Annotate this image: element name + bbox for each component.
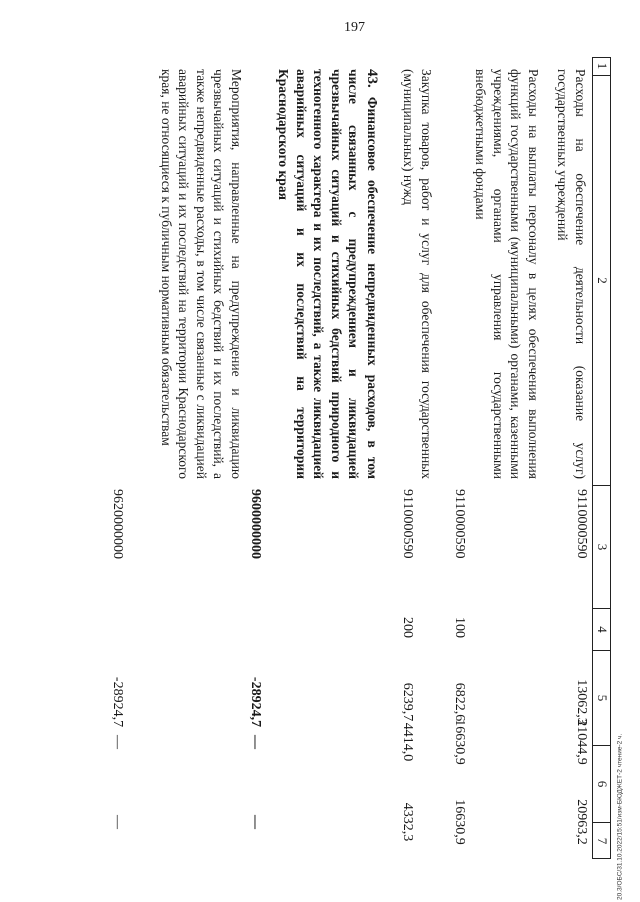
row-value-col6: 4414,0	[400, 722, 415, 762]
row-description: Расходы на обеспечение деятельности (оказание услуг) государственных учреждений	[555, 69, 588, 479]
row-value-col6: —	[110, 735, 125, 749]
page-number: 197	[344, 20, 365, 35]
row-value-col7: 16630,9	[452, 799, 467, 845]
row-value-col5: -28924,7	[248, 676, 263, 728]
header-col-1: 1	[595, 62, 610, 70]
row-value-col5: 6239,7	[400, 682, 415, 722]
row-description: Мероприятия, направленные на предупреждение и ликвидацию чрезвычайных ситуаций и стихийных бедствий и их последствий, а также непредвиденные расходы, в том числе связанные с ликвидацией аварийных ситуаций и их последствий на территории Краснодарского края, не относящиеся к публичным нормативным обязательствам	[159, 69, 244, 479]
row-value-col7: —	[248, 815, 263, 829]
header-col-2: 2	[593, 75, 611, 485]
row-code: 9110000590	[400, 489, 415, 559]
row-value-col7: 20963,2	[574, 799, 589, 845]
row-value-col6: 21044,9	[574, 719, 589, 765]
budget-table	[110, 57, 611, 859]
row-description-text: Финансовое обеспечение непредвиденных расходов, в том числе связанных с предупреждением и ликвидацией чрезвычайных ситуаций и стихийных бедствий природного и техногенного характера и их последствий, а также ликвидацией аварийных ситуаций и их последствий на территории Краснодарского края	[276, 69, 380, 480]
row-code: 9600000000	[248, 489, 263, 559]
row-code: 9620000000	[110, 489, 125, 559]
row-value-col5: 13062,3	[574, 679, 589, 725]
row-code: 9110000590	[452, 489, 467, 559]
table-header-row	[592, 57, 611, 859]
row-value-col7: 4332,3	[400, 802, 415, 842]
row-value-col5: 6822,6	[452, 682, 467, 722]
row-value-col5: -28924,7	[110, 676, 125, 728]
header-col-5: 5	[593, 650, 611, 745]
row-code: 9110000590	[574, 489, 589, 559]
header-col-7: 7	[593, 822, 611, 859]
row-number: 43.	[364, 69, 380, 88]
row-description: Закупка товаров, работ и услуг для обеспечения государственных (муниципальных) нужд	[401, 69, 434, 479]
header-col-6: 6	[593, 745, 611, 822]
document-stamp: 20.3/ОБС/31.10.2022/15:51/изм-БЮДЖЕТ-2 чтение-2 ч.	[616, 733, 624, 900]
row-description: Расходы на выплаты персоналу в целях обеспечения выполнения функций государственными (муниципальными) органами, казенными учреждениями, органами управления государственными внебюджетными фондами	[473, 69, 541, 479]
row-expense-type: 200	[400, 617, 415, 638]
row-description	[275, 69, 381, 479]
row-value-col6: 16630,9	[452, 719, 467, 765]
header-col-3: 3	[593, 485, 611, 608]
header-col-4: 4	[593, 608, 611, 650]
row-value-col7: —	[110, 815, 125, 829]
row-value-col6: —	[248, 735, 263, 749]
row-expense-type: 100	[452, 617, 467, 638]
